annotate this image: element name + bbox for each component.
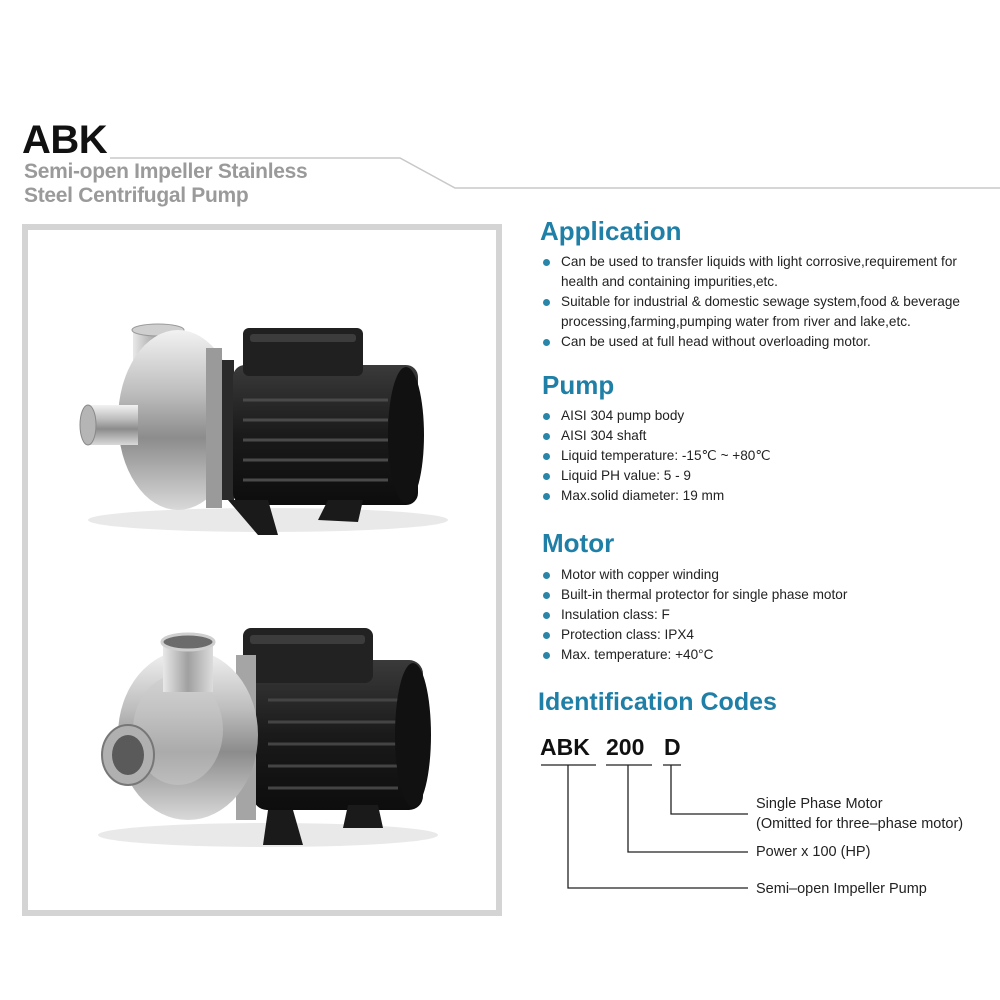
- code-series-label: Semi–open Impeller Pump: [756, 881, 927, 897]
- motor-spec-item: Protection class: IPX4: [540, 625, 847, 645]
- pump-heading: Pump: [542, 370, 615, 400]
- pump-spec-item: AISI 304 pump body: [540, 406, 771, 426]
- pump-spec-item: Liquid PH value: 5 - 9: [540, 466, 771, 486]
- motor-heading: Motor: [542, 528, 615, 558]
- application-item: Suitable for industrial & domestic sewage system,food & beverage processing,farming,pumping water from river and lake,etc.: [540, 292, 990, 332]
- motor-spec-item: Max. temperature: +40°C: [540, 645, 847, 665]
- motor-spec-item: Motor with copper winding: [540, 565, 847, 585]
- code-series: ABK: [540, 734, 590, 760]
- product-title: ABK: [22, 118, 108, 162]
- application-item: Can be used at full head without overloading motor.: [540, 332, 990, 352]
- code-phase: D: [664, 734, 681, 760]
- pump-spec-item: Liquid temperature: -15℃ ~ +80℃: [540, 446, 771, 466]
- product-subtitle-line2: Steel Centrifugal Pump: [24, 184, 249, 207]
- code-phase-note: (Omitted for three–phase motor): [756, 816, 964, 832]
- product-subtitle-line1: Semi-open Impeller Stainless: [24, 160, 308, 183]
- identification-codes-heading: Identification Codes: [538, 688, 777, 716]
- code-power: 200: [606, 734, 645, 760]
- motor-spec-item: Insulation class: F: [540, 605, 847, 625]
- motor-spec-item: Built-in thermal protector for single phase motor: [540, 585, 847, 605]
- application-heading: Application: [540, 216, 682, 246]
- pump-spec-item: Max.solid diameter: 19 mm: [540, 486, 771, 506]
- pump-spec-item: AISI 304 shaft: [540, 426, 771, 446]
- application-item: Can be used to transfer liquids with light corrosive,requirement for health and containing impurities,etc.: [540, 252, 990, 292]
- code-power-label: Power x 100 (HP): [756, 844, 871, 860]
- code-phase-label: Single Phase Motor: [756, 796, 883, 812]
